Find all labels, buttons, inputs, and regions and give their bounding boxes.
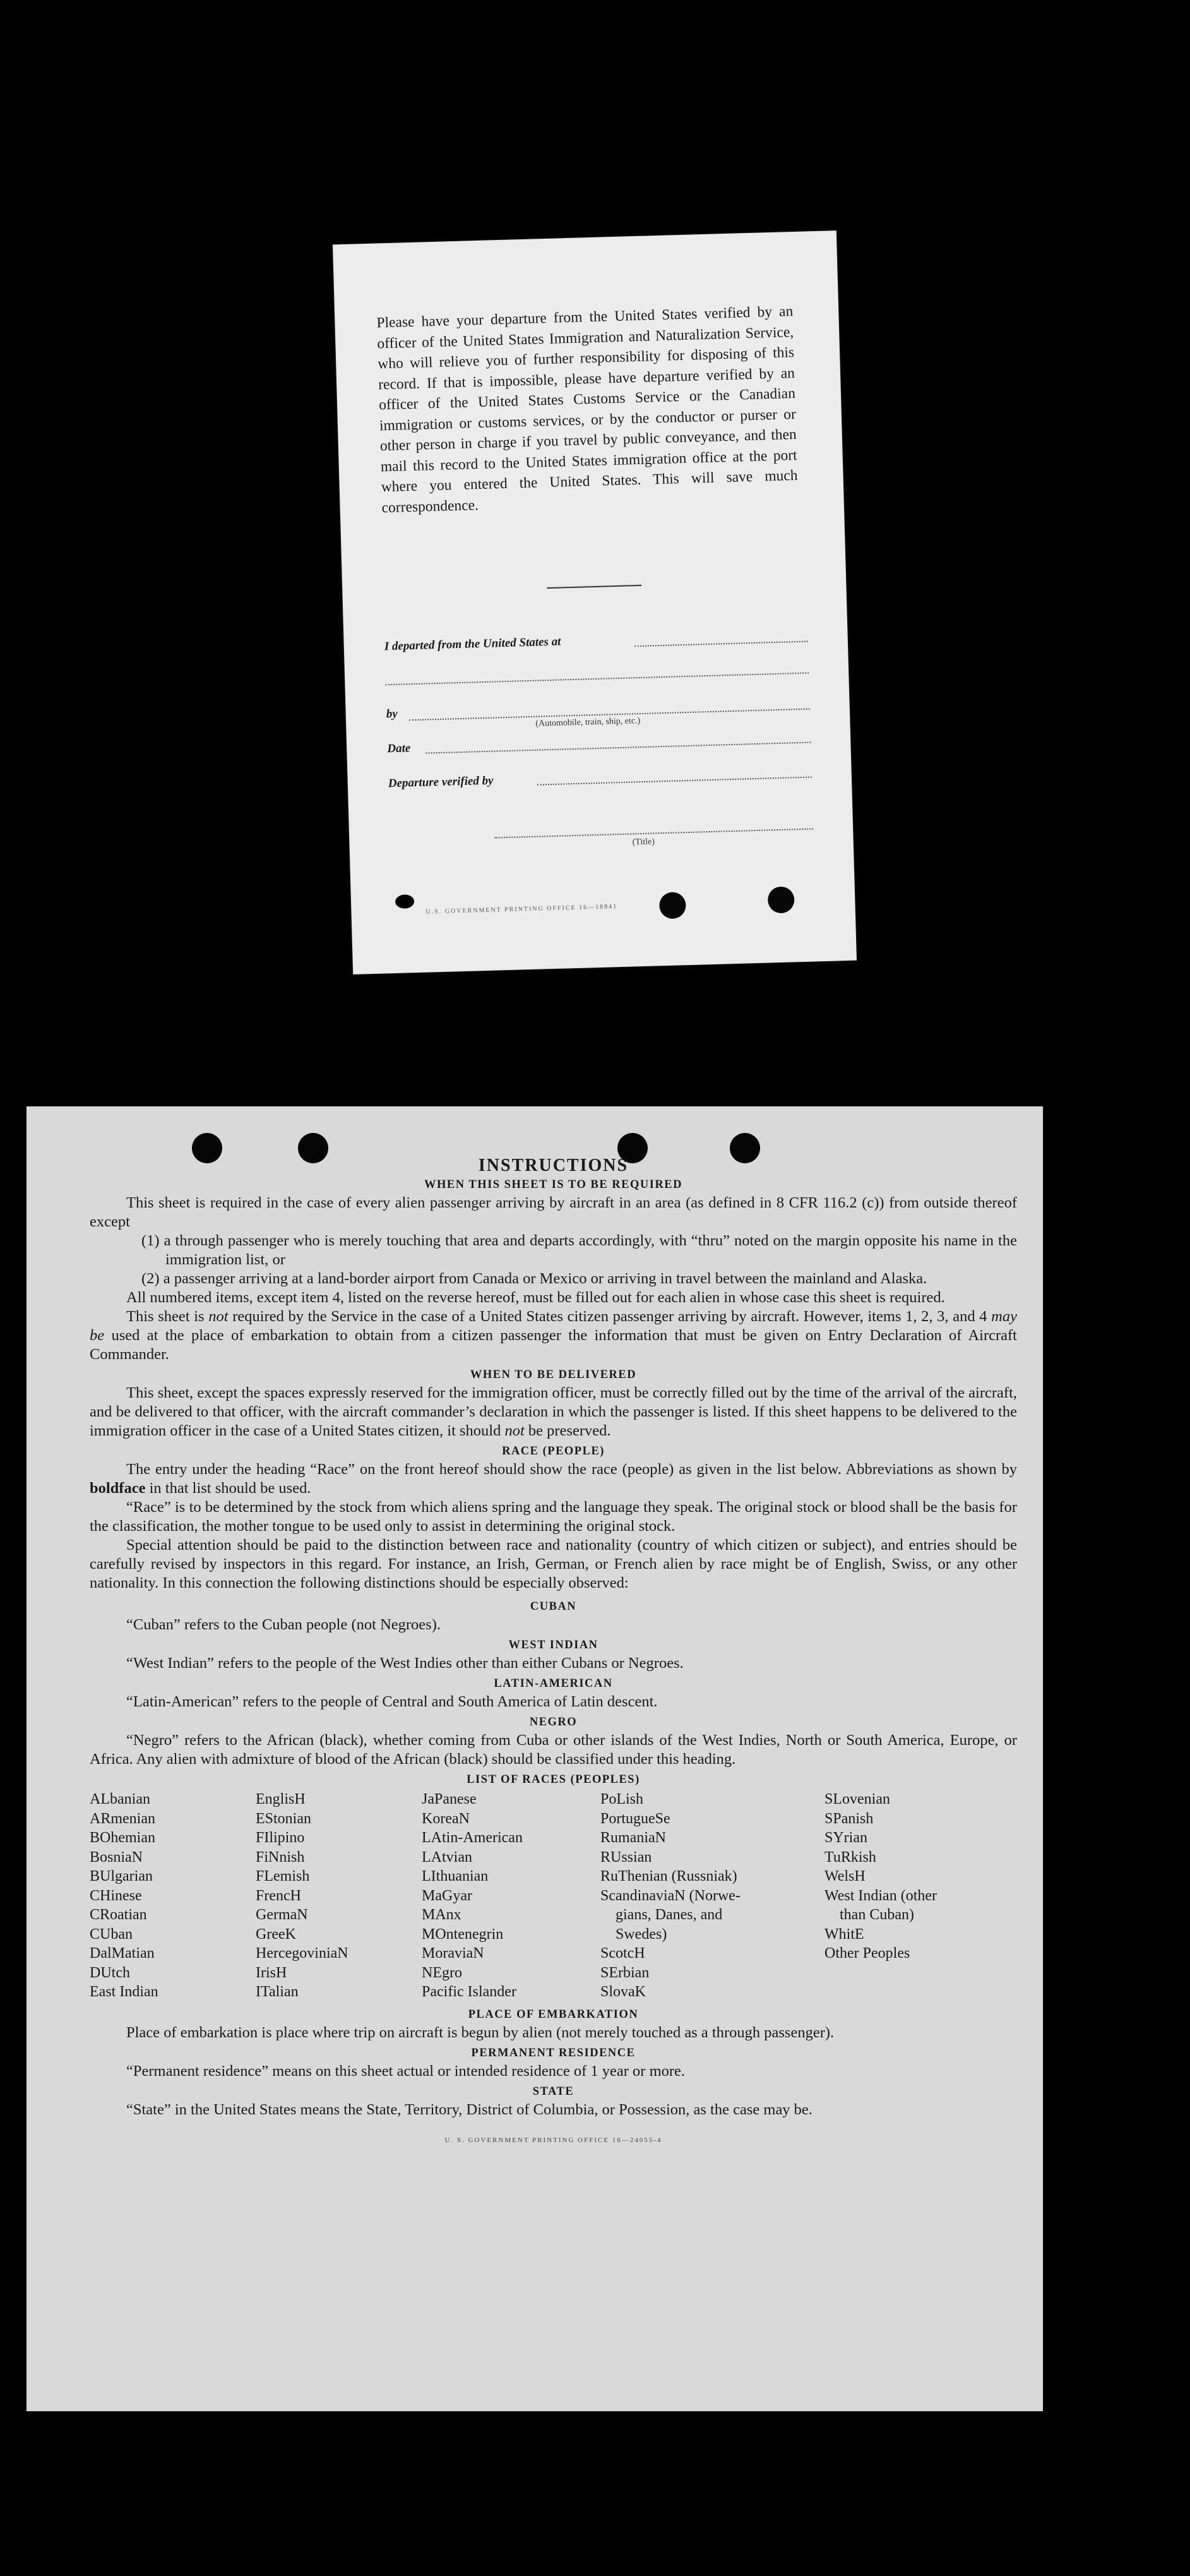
races-column xyxy=(600,1790,824,2002)
race-item: DUtch xyxy=(90,1964,130,1981)
race-item: LAtin-American xyxy=(422,1830,523,1846)
punch-hole xyxy=(659,892,686,919)
printer-imprint: U. S. GOVERNMENT PRINTING OFFICE 16—24055-4 xyxy=(444,2136,662,2144)
race-item: EStonian xyxy=(256,1810,311,1827)
race-item: gians, Danes, and xyxy=(616,1907,723,1923)
race-item: BOhemian xyxy=(90,1830,155,1846)
race-item: than Cuban) xyxy=(840,1907,914,1923)
verified-label: Departure verified by xyxy=(388,774,494,791)
race-item: SYrian xyxy=(824,1830,867,1846)
race-item: Swedes) xyxy=(616,1926,667,1943)
heading-latin-american: LATIN-AMERICAN xyxy=(494,1677,613,1690)
exception-item-1: (1) a through passenger who is merely touching that area and departs accordingly, with “thru” noted on the margin opposite his name in the immigration list, or xyxy=(141,1232,1017,1268)
date-label: Date xyxy=(387,741,411,756)
heading-when-delivered: WHEN TO BE DELIVERED xyxy=(470,1369,637,1381)
race-item: ARmenian xyxy=(90,1810,155,1827)
heading-permanent-residence: PERMANENT RESIDENCE xyxy=(471,2046,636,2059)
paragraph-embarkation: Place of embarkation is place where trip on aircraft is begun by alien (not merely touched as a through passenger). xyxy=(126,2023,835,2041)
race-item: FIlipino xyxy=(256,1830,305,1846)
race-item: RUssian xyxy=(600,1848,652,1866)
race-item: PoLish xyxy=(600,1791,644,1807)
by-label: by xyxy=(386,707,398,721)
races-column xyxy=(422,1790,600,2002)
race-item: ITalian xyxy=(256,1984,299,2000)
heading-list-of-races: LIST OF RACES (PEOPLES) xyxy=(467,1773,640,1786)
instructions-sheet xyxy=(27,1106,1043,2411)
date-field xyxy=(426,742,811,754)
paragraph-state: “State” in the United States means the State, Territory, District of Columbia, or Possession, as the case may be. xyxy=(126,2100,812,2118)
race-item: JaPanese xyxy=(422,1791,477,1807)
race-item: EnglisH xyxy=(256,1791,306,1807)
race-item: WhitE xyxy=(824,1926,864,1943)
race-item: ScandinaviaN (Norwe- xyxy=(600,1887,741,1904)
race-item: TuRkish xyxy=(824,1848,876,1866)
heading-embarkation: PLACE OF EMBARKATION xyxy=(468,2008,639,2021)
race-item: FiNnish xyxy=(256,1848,305,1866)
race-item: BUlgarian xyxy=(90,1868,153,1884)
race-item: MoraviaN xyxy=(422,1945,484,1962)
departure-card xyxy=(333,231,857,974)
race-item: SErbian xyxy=(600,1964,650,1981)
heading-race: RACE (PEOPLE) xyxy=(502,1445,605,1458)
race-item: ALbanian xyxy=(90,1791,150,1807)
race-item: LAtvian xyxy=(422,1848,472,1866)
race-item: GermaN xyxy=(256,1907,308,1923)
paragraph-permanent-residence: “Permanent residence” means on this sheet actual or intended residence of 1 year or more. xyxy=(126,2062,686,2080)
race-item: Pacific Islander xyxy=(422,1984,516,2000)
paragraph-citizen: This sheet is not required by the Service in the case of a United States citizen passenger arriving by aircraft. However, items 1, 2, 3, and 4 may be used at the place of embarkation to obtain from a citizen passenger the information that must be given on Entry Declaration of Aircraft Commander. xyxy=(90,1308,1017,1363)
divider xyxy=(547,585,641,589)
paragraph-negro: “Negro” refers to the African (black), whether coming from Cuba or other islands of the West Indies, North or South America, Europe, or Africa. Any alien with admixture of blood of the African (black) should be classified under this heading. xyxy=(90,1732,1017,1768)
paragraph-delivered: This sheet, except the spaces expressly reserved for the immigration officer, must be correctly filled out by the time of the arrival of the aircraft, and be delivered to that officer, with the aircraft commander’s declaration in which the passenger is listed. If this sheet happens to be delivered to the immigration officer in the case of a United States citizen, it should not be preserved. xyxy=(90,1384,1017,1439)
race-item: ScotcH xyxy=(600,1945,645,1962)
race-item: NEgro xyxy=(422,1964,462,1981)
race-item: Other Peoples xyxy=(824,1945,910,1962)
printer-imprint: U.S. GOVERNMENT PRINTING OFFICE 16—18841 xyxy=(425,903,618,916)
departed-label: I departed from the United States at xyxy=(384,635,561,654)
heading-west-indian: WEST INDIAN xyxy=(508,1639,598,1651)
race-item: CHinese xyxy=(90,1887,142,1904)
race-item: MAnx xyxy=(422,1907,461,1923)
race-item: BosniaN xyxy=(90,1848,143,1866)
race-item: FrencH xyxy=(256,1887,301,1904)
page-title: INSTRUCTIONS xyxy=(478,1156,629,1175)
paragraph-numbered-items: All numbered items, except item 4, listed on the reverse hereof, must be filled out for each alien in whose case this sheet is required. xyxy=(126,1289,945,1306)
races-list xyxy=(90,1790,1017,2002)
race-item: IrisH xyxy=(256,1964,287,1981)
departure-instructions: Please have your departure from the United States verified by an officer of the United States Immigration and Naturalization Service, who will relieve you of further responsibility for disposing of this record. If that is impossible, please have departure verified by an officer of the United States Customs Service or the Canadian immigration or customs services, or by the conductor or purser or other person in charge if you travel by public conveyance, and then mail this record to the United States immigration office at the port where you entered the United States. This will save much correspondence. xyxy=(376,303,798,516)
instructions-body xyxy=(90,1156,1017,2150)
heading-state: STATE xyxy=(532,2085,574,2098)
race-item: WelsH xyxy=(824,1868,866,1884)
race-item: RumaniaN xyxy=(600,1830,666,1846)
heading-negro: NEGRO xyxy=(529,1716,578,1728)
race-item: SlovaK xyxy=(600,1984,646,2000)
paragraph-race-entry: The entry under the heading “Race” on the front hereof should show the race (people) as given in the list below. Abbreviations as shown by boldface in that list should be used. xyxy=(90,1461,1017,1497)
race-item: HercegoviniaN xyxy=(256,1945,348,1962)
heading-when-required: WHEN THIS SHEET IS TO BE REQUIRED xyxy=(424,1178,683,1191)
departed-field xyxy=(634,641,808,647)
paragraph-race-stock: “Race” is to be determined by the stock from which aliens spring and the language they speak. The original stock or blood shall be the basis for the classification, the mother tongue to be used only to assist in determining the original stock. xyxy=(90,1499,1017,1535)
race-item: SPanish xyxy=(824,1810,874,1827)
race-item: PortugueSe xyxy=(600,1810,670,1827)
ink-blot xyxy=(395,894,415,909)
race-item: FLemish xyxy=(256,1868,310,1884)
races-column xyxy=(256,1790,422,2002)
paragraph-required: This sheet is required in the case of every alien passenger arriving by aircraft in an area (as defined in 8 CFR 116.2 (c)) from outside thereof except xyxy=(90,1194,1017,1230)
race-item: CUban xyxy=(90,1926,133,1943)
paragraph-race-nationality: Special attention should be paid to the distinction between race and nationality (country of which citizen or subject), and entries should be carefully revised by inspectors in this regard. For instance, an Irish, German, or French alien by race might be of English, Swiss, or any other nationality. In this connection the following distinctions should be especially observed: xyxy=(90,1537,1017,1591)
by-note: (Automobile, train, ship, etc.) xyxy=(535,716,641,729)
paragraph-cuban: “Cuban” refers to the Cuban people (not Negroes). xyxy=(126,1616,441,1633)
race-item: SLovenian xyxy=(824,1791,890,1807)
race-item: RuThenian (Russniak) xyxy=(600,1868,737,1884)
heading-cuban: CUBAN xyxy=(530,1600,577,1613)
race-item: DalMatian xyxy=(90,1945,155,1962)
race-item: LIthuanian xyxy=(422,1868,489,1884)
punch-hole xyxy=(768,886,795,913)
title-note: (Title) xyxy=(632,837,655,848)
races-column xyxy=(824,1790,1017,2002)
race-item: GreeK xyxy=(256,1926,296,1943)
departed-field-line2 xyxy=(385,673,809,686)
paragraph-latin-american: “Latin-American” refers to the people of Central and South America of Latin descent. xyxy=(126,1693,658,1710)
race-item: CRoatian xyxy=(90,1907,147,1923)
exception-item-2: (2) a passenger arriving at a land-border airport from Canada or Mexico or arriving in travel between the mainland and Alaska. xyxy=(141,1270,927,1287)
race-item: West Indian (other xyxy=(824,1887,937,1904)
verified-field xyxy=(537,777,812,786)
races-column xyxy=(90,1790,256,2002)
race-item: East Indian xyxy=(90,1984,158,2000)
paragraph-west-indian: “West Indian” refers to the people of the West Indies other than either Cubans or Negroes. xyxy=(126,1655,684,1672)
race-item: KoreaN xyxy=(422,1810,470,1827)
race-item: MOntenegrin xyxy=(422,1926,504,1943)
race-item: MaGyar xyxy=(422,1887,472,1904)
